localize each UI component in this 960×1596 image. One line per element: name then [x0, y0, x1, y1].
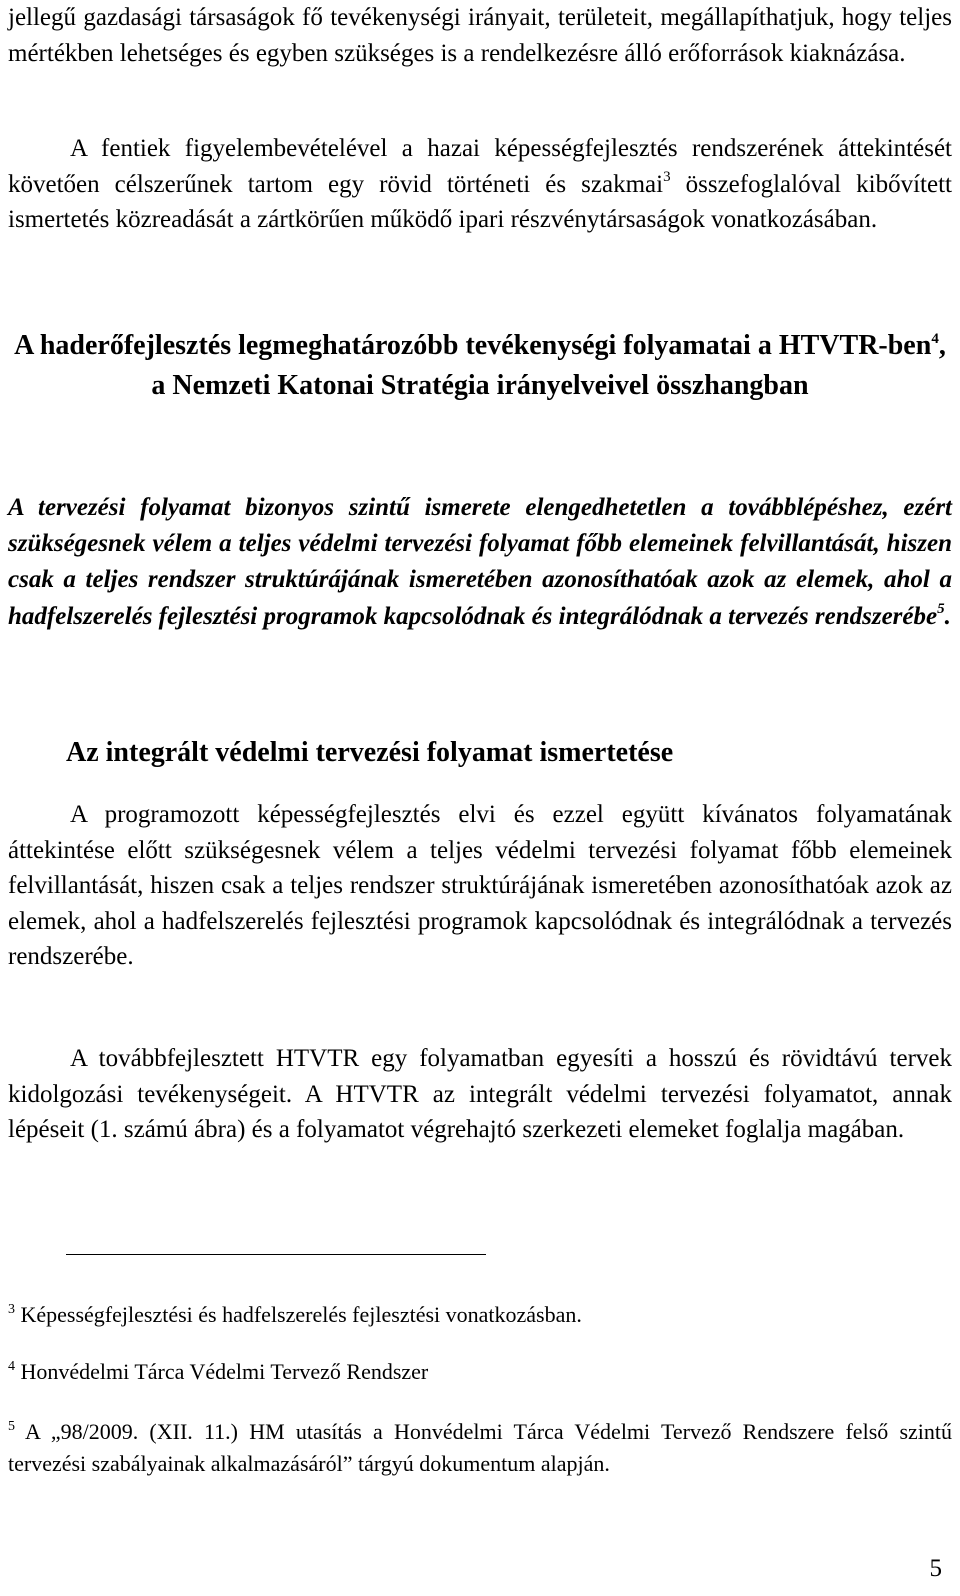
emphasis-text: A tervezési folyamat bizonyos szintű ismerete elengedhetetlen a továbblépéshez, ezért szükségesnek vélem a teljes védelmi tervezési folyamat főbb elemeinek felvillantását, hiszen csak a teljes rendszer struktúrájának ismeretében azonosíthatóak azok az elemek, ahol a hadfelszerelés fejlesztési programok kapcsolódnak és integrálódnak a tervezés rendszerébe [8, 494, 952, 630]
paragraph-text: A fentiek figyelembevételével a hazai képességfejlesztés rendszerének áttekintését követően célszerűnek tartom egy rövid történeti és szakmai [8, 135, 952, 198]
paragraph-history-summary [8, 131, 952, 238]
footnote-text: Honvédelmi Tárca Védelmi Tervező Rendszer [15, 1359, 429, 1384]
footnote-5 [8, 1416, 952, 1480]
footnote-text: Képességfejlesztési és hadfelszerelés fejlesztési vonatkozásban. [15, 1302, 582, 1327]
paragraph-continued: jellegű gazdasági társaságok fő tevékenységi irányait, területeit, megállapíthatjuk, hogy teljes mértékben lehetséges és egyben szükséges is a rendelkezésre álló erőforrások kiaknázása. [8, 4, 952, 67]
footnote-ref-3[interactable]: 3 [663, 169, 671, 186]
emphasis-text: . [944, 602, 951, 630]
paragraph-capability-development: A programozott képességfejlesztés elvi és ezzel együtt kívánatos folyamatának áttekintése előtt szükségesnek vélem a teljes védelmi tervezési folyamat főbb elemeinek felvillantását, hiszen csak a teljes rendszer struktúrájának ismeretében azonosíthatóak azok az elemek, ahol a hadfelszerelés fejlesztési programok kapcsolódnak és integrálódnak a tervezés rendszerébe. [8, 801, 952, 970]
paragraph-text: összefoglalóval kibővített ismertetés közreadását a zártkörűen működő ipari részvénytársaságok vonatkozásában. [8, 170, 952, 233]
section-heading-main [8, 326, 952, 405]
footnote-4 [8, 1356, 952, 1388]
emphasis-paragraph [8, 490, 952, 635]
footnote-number: 5 [8, 1418, 15, 1434]
heading-text: A haderőfejlesztés legmeghatározóbb tevékenységi folyamatai a HTVTR-ben [14, 330, 932, 361]
page-number: 5 [929, 1555, 942, 1582]
footnote-ref-5[interactable]: 5 [937, 601, 945, 618]
footnote-ref-4[interactable]: 4 [931, 330, 939, 347]
heading-text: , a Nemzeti Katonai Stratégia irányelveivel összhangban [151, 330, 946, 401]
section-heading-sub: Az integrált védelmi tervezési folyamat ismertetése [66, 737, 674, 768]
footnote-number: 3 [8, 1301, 15, 1317]
footnote-number: 4 [8, 1358, 15, 1374]
footnote-text: A „98/2009. (XII. 11.) HM utasítás a Honvédelmi Tárca Védelmi Tervező Rendszere felső szintű tervezési szabályainak alkalmazásáról” tárgyú dokumentum alapján. [8, 1419, 952, 1476]
footnote-separator [66, 1254, 486, 1255]
footnote-3 [8, 1299, 952, 1331]
paragraph-htvtr: A továbbfejlesztett HTVTR egy folyamatban egyesíti a hosszú és rövidtávú tervek kidolgozási tevékenységeit. A HTVTR az integrált védelmi tervezési folyamatot, annak lépéseit (1. számú ábra) és a folyamatot végrehajtó szerkezeti elemeket foglalja magában. [8, 1045, 952, 1143]
